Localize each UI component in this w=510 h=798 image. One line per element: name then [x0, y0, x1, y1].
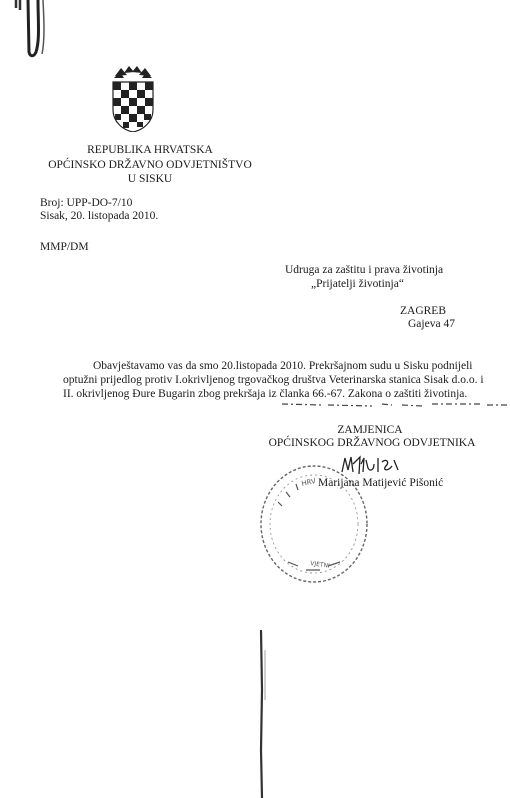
- body-line-2: optužni prijedlog protiv I.okrivljenog trgovačkog društva Veterinarska stanica Sisak d.o.o. i: [63, 374, 484, 386]
- recipient-street: Gajeva 47: [408, 318, 455, 330]
- scan-artifact-mark: [14, 0, 54, 60]
- scan-divider-line: [282, 400, 510, 412]
- signature-title-2: OPĆINSKOG DRŽAVNOG ODVJETNIKA: [268, 437, 476, 449]
- recipient-subname: „Prijatelji životinja“: [311, 278, 404, 290]
- scan-edge-line: [252, 630, 272, 798]
- reference-code: MMP/DM: [40, 241, 89, 253]
- svg-text:VJETNI: VJETNI: [309, 560, 331, 570]
- document-number: Broj: UPP-DO-7/10: [40, 197, 133, 209]
- recipient-name: Udruga za zaštitu i prava životinja: [285, 264, 444, 276]
- notification-body: [63, 359, 484, 401]
- header-republic: REPUBLIKA HRVATSKA: [87, 144, 213, 156]
- coat-of-arms-icon: [112, 66, 154, 132]
- svg-text:HRV: HRV: [300, 477, 317, 488]
- recipient-city: ZAGREB: [400, 305, 446, 317]
- body-line-1: Obavještavamo vas da smo 20.listopada 2010. Prekršajnom sudu u Sisku podnijeli: [93, 360, 473, 372]
- header-city: U SISKU: [127, 173, 173, 185]
- signatory-name: Marijana Matijević Pišonić: [318, 477, 444, 489]
- signature-title-1: ZAMJENICA: [337, 424, 403, 436]
- body-line-3: II. okrivljenog Đure Bugarin zbog prekršaja iz članka 66.-67. Zakona o zaštiti životinja.: [63, 388, 468, 400]
- header-office: OPĆINSKO DRŽAVNO ODVJETNIŠTVO: [48, 159, 252, 171]
- place-and-date: Sisak, 20. listopada 2010.: [40, 210, 159, 222]
